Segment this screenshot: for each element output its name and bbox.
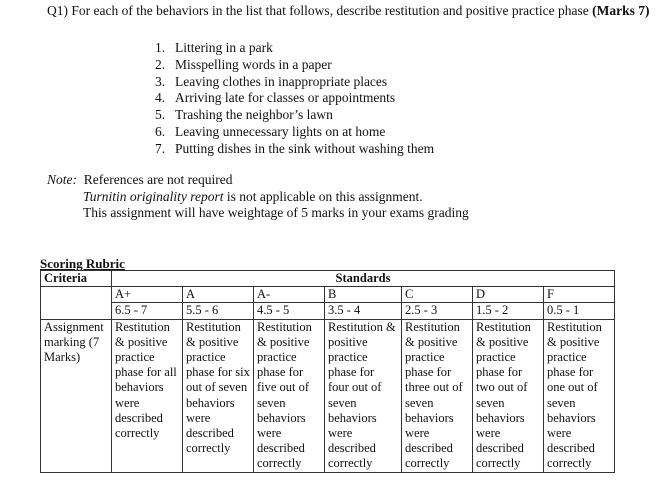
grade-range: 5.5 - 6 bbox=[183, 303, 254, 319]
note-line-2: is not applicable on this assignment. bbox=[223, 188, 423, 204]
rubric-title: Scoring Rubric bbox=[40, 256, 125, 271]
grade-label: A+ bbox=[112, 287, 183, 303]
note-label: Note: bbox=[47, 172, 77, 187]
standards-header: Standards bbox=[112, 271, 615, 287]
grade-label: F bbox=[544, 287, 615, 303]
grade-description: Restitution & positive practice phase for three out of seven behaviors were described correctly bbox=[402, 319, 473, 472]
grade-range: 1.5 - 2 bbox=[473, 303, 544, 319]
grade-range: 4.5 - 5 bbox=[254, 303, 325, 319]
note-block bbox=[47, 172, 469, 222]
grade-description: Restitution & positive practice phase for all behaviors were described correctly bbox=[112, 319, 183, 472]
list-item: 7. Putting dishes in the sink without washing them bbox=[155, 140, 435, 156]
note-line-1: References are not required bbox=[83, 172, 233, 187]
grade-label: C bbox=[402, 287, 473, 303]
question-marks: (Marks 7) bbox=[592, 3, 650, 18]
list-item: 3. Leaving clothes in inappropriate places bbox=[155, 73, 388, 89]
grade-range: 6.5 - 7 bbox=[112, 303, 183, 319]
list-item: 1. Littering in a park bbox=[155, 40, 273, 55]
grade-label: A- bbox=[254, 287, 325, 303]
grade-label: A bbox=[183, 287, 254, 303]
grade-range: 2.5 - 3 bbox=[402, 303, 473, 319]
grade-range: 0.5 - 1 bbox=[544, 303, 615, 319]
turnitin-text: Turnitin originality report bbox=[83, 188, 224, 204]
grade-label: D bbox=[473, 287, 544, 303]
grade-description: Restitution & positive practice phase for four out of seven behaviors were described correctly bbox=[325, 319, 402, 472]
grade-label: B bbox=[325, 287, 402, 303]
list-item: 2. Misspelling words in a paper bbox=[155, 56, 332, 72]
question-text bbox=[47, 3, 652, 19]
note-line-3: This assignment will have weightage of 5 marks in your exams grading bbox=[83, 205, 469, 220]
list-item: 4. Arriving late for classes or appointments bbox=[155, 90, 396, 106]
criteria-header: Criteria bbox=[41, 271, 112, 287]
list-item: 5. Trashing the neighbor’s lawn bbox=[155, 107, 333, 123]
behavior-list bbox=[155, 40, 434, 158]
list-item: 6. Leaving unnecessary lights on at home bbox=[155, 123, 386, 139]
grade-range: 3.5 - 4 bbox=[325, 303, 402, 319]
criterion-cell: Assignment marking (7 Marks) bbox=[41, 319, 112, 472]
grade-description: Restitution & positive practice phase for one out of seven behaviors were described correctly bbox=[544, 319, 615, 472]
grade-description: Restitution & positive practice phase for two out of seven behaviors were described correctly bbox=[473, 319, 544, 472]
scoring-rubric-table bbox=[40, 270, 615, 473]
grade-description: Restitution & positive practice phase for five out of seven behaviors were described correctly bbox=[254, 319, 325, 472]
grade-description: Restitution & positive practice phase for six out of seven behaviors were described correctly bbox=[183, 319, 254, 472]
question-prefix: Q1) For each of the behaviors in the list that follows, describe restitution and positive practice phase bbox=[47, 3, 593, 18]
